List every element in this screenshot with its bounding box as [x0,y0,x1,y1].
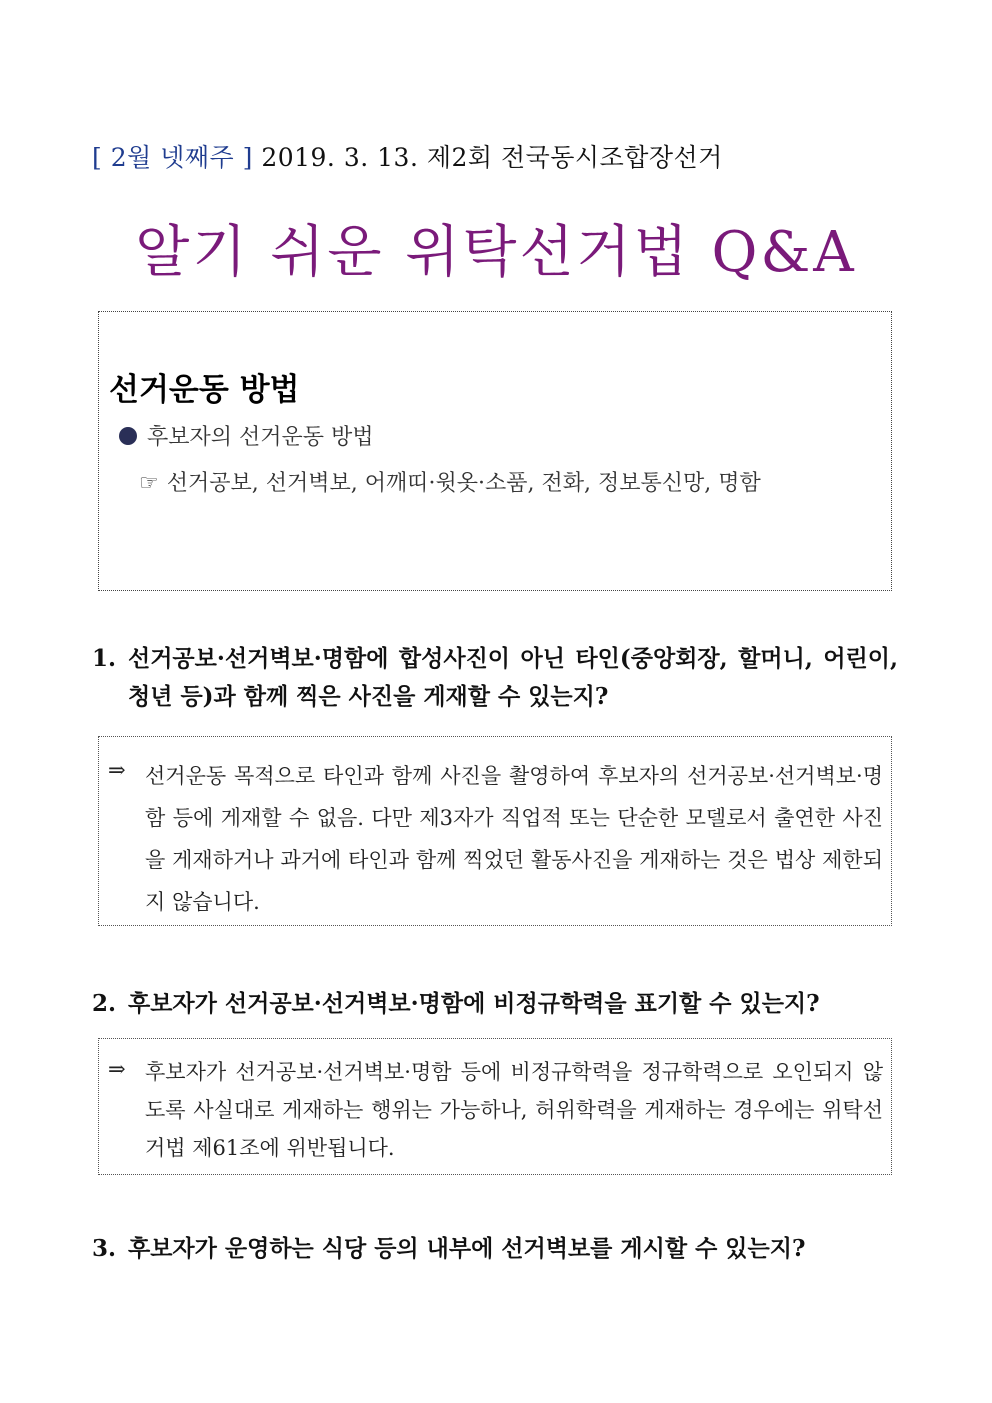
question-3 [92,1230,898,1268]
answer-box-1 [98,736,892,926]
question-number: 1. [92,645,117,672]
week-tag: [ 2월 넷째주 ] [92,143,253,172]
answer-text: 선거운동 목적으로 타인과 함께 사진을 촬영하여 후보자의 선거공보·선거벽보·명함 등에 게재할 수 없음. 다만 제3자가 직업적 또는 단순한 모델로서 출연한 사진을 게재하거나 과거에 타인과 함께 찍었던 활동사진을 게재하는 것은 법상 제한되지 않습니다. [145,764,883,914]
answer-box-2 [98,1038,892,1175]
pointing-hand-icon: ☞ [139,471,159,496]
summary-bullet [119,420,374,451]
implies-arrow-icon: ⇒ [108,1057,126,1081]
summary-sub-item [139,466,761,497]
summary-heading: 선거운동 방법 [109,372,300,408]
page-title: 알기 쉬운 위탁선거법 Q&A [135,220,857,285]
answer-text: 후보자가 선거공보·선거벽보·명함 등에 비정규학력을 정규학력으로 오인되지 않도록 사실대로 게재하는 행위는 가능하나, 허위학력을 게재하는 경우에는 위탁선거법 제61조에 위반됩니다. [145,1060,883,1160]
question-number: 2. [92,990,117,1017]
summary-box [98,311,892,591]
header-line [92,138,723,174]
election-date-title: 2019. 3. 13. 제2회 전국동시조합장선거 [261,143,723,172]
question-2 [92,985,898,1023]
question-number: 3. [92,1235,117,1262]
implies-arrow-icon: ⇒ [108,758,126,782]
question-text: 후보자가 선거공보·선거벽보·명함에 비정규학력을 표기할 수 있는지? [128,990,820,1017]
question-1 [92,640,898,716]
bullet-circle-icon [119,427,137,445]
question-text: 후보자가 운영하는 식당 등의 내부에 선거벽보를 게시할 수 있는지? [128,1235,806,1262]
summary-sub-text: 선거공보, 선거벽보, 어깨띠·윗옷·소품, 전화, 정보통신망, 명함 [166,471,761,496]
question-text: 선거공보·선거벽보·명함에 합성사진이 아닌 타인(중앙회장, 할머니, 어린이, 청년 등)과 함께 찍은 사진을 게재할 수 있는지? [128,645,898,710]
summary-bullet-text: 후보자의 선거운동 방법 [147,425,374,450]
